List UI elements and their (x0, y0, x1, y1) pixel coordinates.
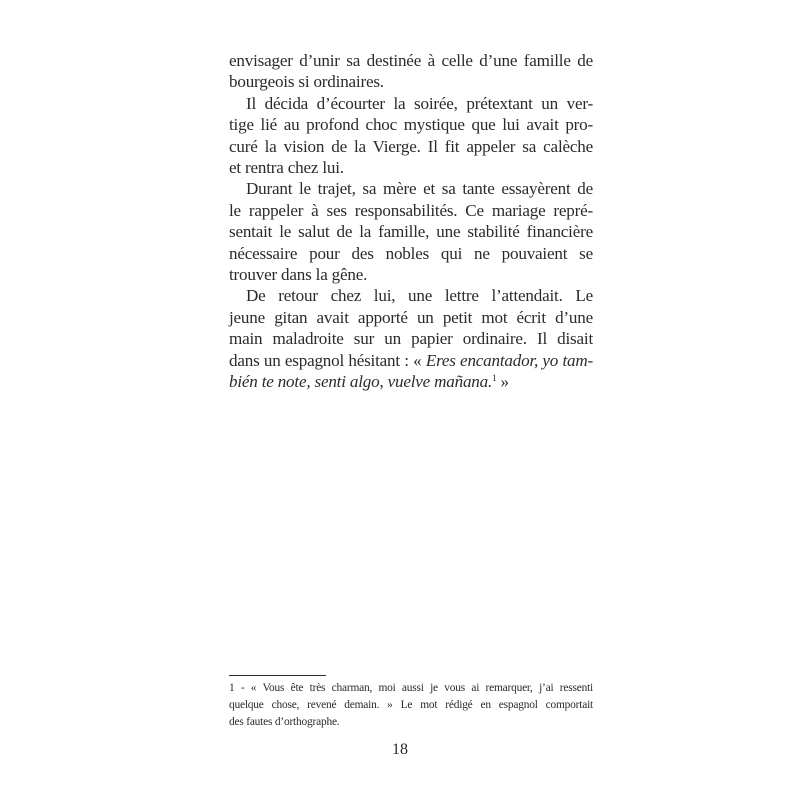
spanish-quote: bién te note, senti algo, vuelve mañana. (229, 372, 493, 392)
footnote (229, 680, 593, 731)
text-line (229, 350, 593, 371)
text-line: main maladroite sur un papier ordinaire. Il disait (229, 329, 593, 349)
text-line: envisager d’unir sa destinée à celle d’une famille de (229, 51, 593, 70)
footnote-line: 1 - « Vous ête très charman, moi aussi je vous ai remarquer, j’ai ressenti (229, 682, 593, 694)
body-text (229, 50, 593, 393)
text-segment: » (496, 372, 509, 392)
spanish-quote: Eres encantador, yo tam- (425, 350, 594, 370)
text-line: nécessaire pour des nobles qui ne pouvaient se (229, 243, 593, 263)
text-line: curé la vision de la Vierge. Il fit appeler sa calèche (229, 136, 593, 156)
text-line: trouver dans la gêne. (229, 265, 368, 285)
text-line: sentait le salut de la famille, une stabilité financière (229, 222, 593, 242)
footnote-reference: 1 (492, 373, 497, 384)
footnote-line: quelque chose, revené demain. » Le mot rédigé en espagnol comportait (229, 699, 593, 711)
text-line: et rentra chez lui. (229, 158, 344, 178)
text-line: bourgeois si ordinaires. (229, 72, 384, 92)
text-line: tige lié au profond choc mystique que lui avait pro- (229, 115, 593, 135)
footnote-line: des fautes d’orthographe. (229, 716, 340, 728)
text-line: De retour chez lui, une lettre l’attendait. Le (246, 286, 593, 306)
page-number: 18 (392, 741, 408, 758)
text-line: jeune gitan avait apporté un petit mot écrit d’une (229, 307, 593, 327)
text-line: Il décida d’écourter la soirée, prétextant un ver- (246, 93, 593, 113)
text-segment: dans un espagnol hésitant : « (229, 350, 426, 370)
text-line (229, 371, 593, 392)
footnote-separator (229, 675, 326, 676)
text-line: Durant le trajet, sa mère et sa tante essayèrent de (246, 179, 593, 199)
text-line: le rappeler à ses responsabilités. Ce mariage repré- (229, 200, 593, 220)
